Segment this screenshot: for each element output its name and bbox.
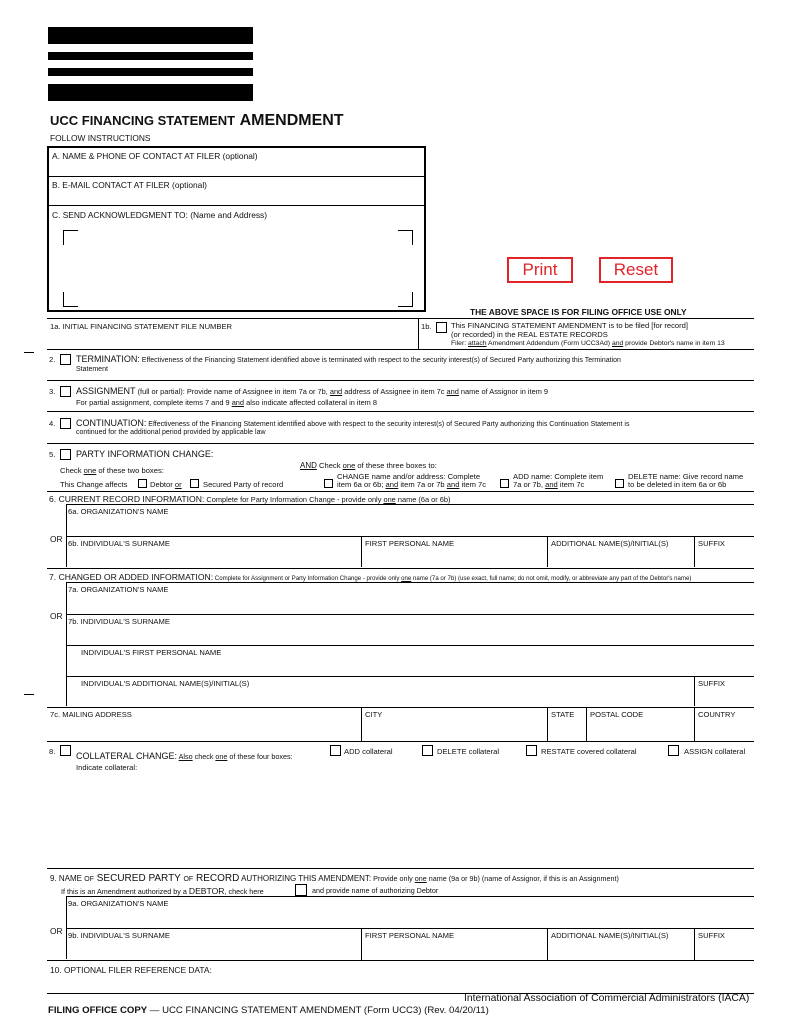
item-7c-mailing-field[interactable]: [50, 721, 358, 739]
secured-party-label: Secured Party of record: [203, 480, 284, 489]
item-9b-suffix-label: SUFFIX: [698, 931, 726, 940]
assignment-checkbox[interactable]: [60, 386, 71, 397]
item-1-divider: [418, 318, 419, 349]
item-9a-label: 9a. ORGANIZATION'S NAME: [68, 899, 169, 908]
item-9-line2a: If this is an Amendment authorized by a: [61, 887, 189, 896]
item-1b-line2: (or recorded) in the REAL ESTATE RECORDS: [451, 330, 608, 339]
change-name-line2: [337, 480, 486, 489]
item-9b-top: [66, 928, 754, 929]
item-6b-label: 6b. INDIVIDUAL'S SURNAME: [68, 539, 170, 548]
item-5-and-check: [300, 461, 437, 470]
item-6b-top: [66, 536, 754, 537]
row-4-bottom-line: [47, 443, 754, 444]
item-1b-provide: provide Debtor's name in item 13: [623, 340, 725, 347]
item-7c-city-field[interactable]: [364, 721, 544, 739]
item-7c-mailing-label: 7c. MAILING ADDRESS: [50, 710, 132, 719]
item-6-sub-a: Complete for Party Information Change - provide only: [204, 495, 384, 504]
item-1b-attach: attach: [468, 340, 487, 347]
item-9-t7b: name (9a or 9b) (name of Assignor, if this is an Assignment): [426, 874, 619, 883]
print-button[interactable]: Print: [507, 257, 573, 283]
assignment-and-1: and: [329, 387, 343, 396]
item-1b-and: and: [611, 340, 624, 347]
acknowledgment-address-field[interactable]: [62, 229, 414, 307]
item-6b-div-1: [361, 536, 362, 567]
item-9-t3: SECURED PARTY: [93, 873, 184, 884]
item-6a-field[interactable]: [68, 517, 748, 534]
item-9-line2b: DEBTOR: [188, 886, 225, 896]
debtor-authorized-checkbox[interactable]: [295, 884, 307, 896]
continuation-checkbox[interactable]: [60, 418, 71, 429]
item-7b-top: [66, 614, 754, 615]
item-6b-additional-label: ADDITIONAL NAME(S)/INITIAL(S): [551, 539, 669, 548]
item-9b-surname-field[interactable]: [68, 941, 358, 958]
item-2-text-2: Statement: [76, 366, 108, 373]
item-7b-first-top: [66, 645, 754, 646]
item-9-num: 9.: [50, 874, 57, 883]
item-6b-div-3: [694, 536, 695, 567]
item-7-header: [49, 572, 691, 582]
item-7c-div-1: [361, 707, 362, 741]
corner-mark-top-right: [398, 230, 413, 245]
add-collateral-label: ADD collateral: [344, 747, 393, 756]
footer-copy: FILING OFFICE COPY: [48, 1005, 148, 1016]
item-7a-label: 7a. ORGANIZATION'S NAME: [68, 585, 169, 594]
item-8-num: 8.: [49, 747, 56, 756]
add-2and: and: [545, 480, 558, 489]
item-9b-first-field[interactable]: [364, 941, 544, 958]
row-8-bottom-line: [47, 868, 754, 869]
add-collateral-checkbox[interactable]: [330, 745, 341, 756]
item-7c-country-field[interactable]: [697, 721, 752, 739]
item-7-sub-u: one: [401, 575, 412, 582]
row-3-bottom-line: [47, 411, 754, 412]
item-7-left-rule: [66, 582, 67, 706]
item-9b-div-3: [694, 928, 695, 960]
item-7b-suffix-div: [694, 676, 695, 706]
termination-checkbox[interactable]: [60, 354, 71, 365]
footer-form-line: [48, 1005, 489, 1016]
barcode-bar-4: [48, 84, 253, 101]
change-2and: and: [385, 480, 399, 489]
item-7c-state-field[interactable]: [550, 721, 583, 739]
item-9-or: OR: [50, 926, 63, 936]
collateral-also: Also: [178, 752, 193, 761]
item-6-sub-u: one: [383, 495, 396, 504]
item-9a-field[interactable]: [68, 909, 748, 926]
delete-collateral-checkbox[interactable]: [422, 745, 433, 756]
item-7c-country-label: COUNTRY: [698, 710, 736, 719]
item-4-text-2: continued for the additional period provided by applicable law: [76, 429, 266, 436]
barcode-bar-1: [48, 27, 253, 44]
row-6-bottom-line: [47, 568, 754, 569]
item-7c-state-label: STATE: [551, 710, 575, 719]
item-2-text: [76, 354, 752, 364]
debtor-text: Debtor: [150, 480, 173, 489]
item-6b-suffix-field[interactable]: [697, 549, 752, 565]
item-9-t4: OF: [183, 876, 194, 883]
item-9-t7u: one: [414, 874, 427, 883]
item-3-num: 3.: [49, 387, 56, 396]
assign-collateral-label: ASSIGN collateral: [684, 747, 746, 756]
collateral-sub-c: of these four boxes:: [227, 752, 293, 761]
assignment-desc-b: address of Assignee in item 7c: [342, 387, 447, 396]
item-2-num: 2.: [49, 355, 56, 364]
item-7b-label: 7b. INDIVIDUAL'S SURNAME: [68, 617, 170, 626]
item-9b-suffix-field[interactable]: [697, 941, 752, 958]
assignment-partial-b: also indicate affected collateral in item 8: [244, 398, 378, 407]
item-9-provide-label: and provide name of authorizing Debtor: [312, 886, 439, 895]
filer-divider-a: [49, 176, 424, 177]
item-4-text: [76, 418, 629, 428]
row-2-bottom-line: [47, 380, 754, 381]
item-7-sub-b: name (7a or 7b) (use exact, full name; do not omit, modify, or abbreviate any part of the Debtor's name): [411, 575, 692, 582]
margin-tick-2: [24, 694, 34, 695]
change-name-line1: CHANGE name and/or address: Complete: [337, 472, 481, 481]
item-7b-first-label: INDIVIDUAL'S FIRST PERSONAL NAME: [81, 648, 222, 657]
title-prefix: UCC FINANCING STATEMENT: [50, 113, 236, 128]
item-9-t5: RECORD: [193, 873, 240, 884]
item-1b-checkbox[interactable]: [436, 322, 447, 333]
collateral-sub-b: check: [192, 752, 216, 761]
corner-mark-bottom-right: [398, 292, 413, 307]
item-7c-city-label: CITY: [365, 710, 383, 719]
row-7-bottom-line: [47, 741, 754, 742]
assignment-desc-a: (full or partial): Provide name of Assignee in item 7a or 7b,: [135, 387, 330, 396]
item-7b-additional-field[interactable]: [68, 689, 690, 705]
item-9a-top: [66, 896, 754, 897]
margin-tick-1: [24, 352, 34, 353]
item-9-header: [50, 873, 619, 884]
item-7b-additional-top: [66, 676, 754, 677]
follow-instructions: FOLLOW INSTRUCTIONS: [50, 133, 151, 143]
item-6-sub-b: name (6a or 6b): [395, 495, 451, 504]
check-one-u: one: [83, 466, 97, 475]
item-6a-top: [66, 504, 754, 505]
assignment-title: ASSIGNMENT: [76, 386, 136, 396]
item-7-num: 7.: [49, 572, 57, 582]
item-1b-num: 1b.: [421, 322, 432, 331]
change-name-checkbox[interactable]: [324, 479, 333, 488]
filer-divider-b: [49, 205, 424, 206]
item-9-debtor-line: [61, 886, 264, 896]
item-1a-label: 1a. INITIAL FINANCING STATEMENT FILE NUMBER: [50, 322, 232, 331]
item-8-header: [76, 746, 293, 764]
assignment-partial-and: and: [231, 398, 245, 407]
item-7b-suffix-field[interactable]: [697, 689, 752, 705]
restate-collateral-checkbox[interactable]: [526, 745, 537, 756]
restate-collateral-label: RESTATE covered collateral: [541, 747, 637, 756]
item-3-text-2: [76, 398, 377, 407]
add-name-checkbox[interactable]: [500, 479, 509, 488]
corner-mark-bottom-left: [63, 292, 78, 307]
and-check-u: one: [342, 461, 356, 470]
party-info-change-title: PARTY INFORMATION CHANGE:: [76, 449, 214, 459]
indicate-collateral-label: Indicate collateral:: [76, 763, 138, 772]
item-9-line2c: , check here: [224, 887, 264, 896]
item-6b-surname-field[interactable]: [68, 549, 358, 565]
item-6b-div-2: [547, 536, 548, 567]
collateral-one: one: [215, 752, 228, 761]
add-name-line1: ADD name: Complete item: [513, 472, 604, 481]
assignment-desc-c: name of Assignor in item 9: [458, 387, 549, 396]
assign-collateral-checkbox[interactable]: [668, 745, 679, 756]
collateral-text-area[interactable]: [76, 774, 752, 866]
item-7b-first-field[interactable]: [68, 658, 748, 675]
item-10-label: 10. OPTIONAL FILER REFERENCE DATA:: [50, 965, 212, 975]
item-9-t7a: Provide only: [371, 874, 415, 883]
change-2b: item 7a or 7b: [398, 480, 447, 489]
item-6b-additional-field[interactable]: [550, 549, 691, 565]
add-2a: 7a or 7b,: [513, 480, 546, 489]
footer-iaca: International Association of Commercial Administrators (IACA): [464, 993, 750, 1004]
item-7a-field[interactable]: [68, 595, 748, 612]
item-10-field[interactable]: [50, 976, 750, 991]
item-9b-div-2: [547, 928, 548, 960]
item-6b-suffix-label: SUFFIX: [698, 539, 726, 548]
item-6-num: 6.: [49, 494, 57, 504]
acknowledgment-label: C. SEND ACKNOWLEDGMENT TO: (Name and Address): [52, 210, 268, 220]
delete-name-line1: DELETE name: Give record name: [628, 472, 744, 481]
item-7a-top: [66, 582, 754, 583]
termination-desc: Effectiveness of the Financing Statement identified above is terminated with respect to the security interest(s) of Secured Party authorizing this Termination: [139, 357, 621, 364]
item-9b-additional-field[interactable]: [550, 941, 691, 958]
add-name-line2: [513, 480, 584, 489]
item-6b-first-field[interactable]: [364, 549, 544, 565]
and-check-and: AND: [300, 461, 317, 470]
item-6b-first-label: FIRST PERSONAL NAME: [365, 539, 455, 548]
item-7c-postal-label: POSTAL CODE: [590, 710, 644, 719]
row-5-bottom-line: [47, 491, 754, 492]
corner-mark-top-left: [63, 230, 78, 245]
item-9b-div-1: [361, 928, 362, 960]
change-affects-label: This Change affects: [60, 480, 128, 489]
debtor-checkbox[interactable]: [138, 479, 147, 488]
reset-button[interactable]: Reset: [599, 257, 673, 283]
item-3-text: [76, 386, 548, 396]
add-2b: item 7c: [557, 480, 585, 489]
item-6-title: CURRENT RECORD INFORMATION:: [58, 494, 205, 504]
change-2and2: and: [446, 480, 460, 489]
party-info-change-checkbox[interactable]: [60, 449, 71, 460]
collateral-change-title: COLLATERAL CHANGE:: [76, 751, 178, 761]
item-6-header: [49, 494, 450, 504]
item-7c-postal-field[interactable]: [589, 721, 691, 739]
item-6a-label: 6a. ORGANIZATION'S NAME: [68, 507, 169, 516]
item-9b-first-label: FIRST PERSONAL NAME: [365, 931, 455, 940]
row-1-top-line: [47, 318, 754, 319]
item-7c-div-3: [586, 707, 587, 741]
footer-form-name: — UCC FINANCING STATEMENT AMENDMENT (Form UCC3) (Rev. 04/20/11): [147, 1005, 489, 1016]
delete-name-line2: to be deleted in item 6a or 6b: [628, 480, 727, 489]
item-7b-surname-field[interactable]: [68, 627, 748, 644]
title-amendment: AMENDMENT: [239, 112, 344, 129]
item-7b-suffix-label: SUFFIX: [698, 679, 726, 688]
item-9-t2: OF: [84, 876, 94, 883]
check-one-a: Check: [60, 466, 84, 475]
row-9-bottom-line: [47, 960, 754, 961]
delete-collateral-label: DELETE collateral: [437, 747, 500, 756]
item-7-or: OR: [50, 611, 63, 621]
item-6-or: OR: [50, 534, 63, 544]
item-9-t6: AUTHORIZING THIS AMENDMENT:: [239, 874, 372, 883]
secured-party-checkbox[interactable]: [190, 479, 199, 488]
and-check-b: of these three boxes to:: [355, 461, 437, 470]
barcode-bar-3: [48, 68, 253, 76]
item-5-check-one: [60, 466, 164, 475]
continuation-desc: Effectiveness of the Financing Statement identified above with respect to the security interest(s) of Secured Party authorizing this Continuation Statement is: [146, 421, 630, 428]
continuation-title: CONTINUATION:: [76, 418, 147, 428]
barcode-bar-2: [48, 52, 253, 60]
item-9b-label: 9b. INDIVIDUAL'S SURNAME: [68, 931, 170, 940]
delete-name-checkbox[interactable]: [615, 479, 624, 488]
item-1a-field[interactable]: [50, 332, 415, 347]
item-9b-additional-label: ADDITIONAL NAME(S)/INITIAL(S): [551, 931, 669, 940]
item-7b-additional-label: INDIVIDUAL'S ADDITIONAL NAME(S)/INITIAL(S): [81, 679, 250, 688]
assignment-and-2: and: [446, 387, 459, 396]
filing-office-note: THE ABOVE SPACE IS FOR FILING OFFICE USE ONLY: [470, 307, 687, 317]
debtor-label: [150, 480, 182, 489]
item-1b-filer: Filer:: [451, 340, 468, 347]
change-2c: item 7c: [459, 480, 487, 489]
item-5-num: 5.: [49, 450, 56, 459]
item-1b-line1: This FINANCING STATEMENT AMENDMENT is to be filed [for record]: [451, 321, 688, 330]
collateral-change-checkbox[interactable]: [60, 745, 71, 756]
item-7-sub-a: Complete for Assignment or Party Information Change - provide only: [213, 575, 402, 582]
item-1b-addendum: Amendment Addendum (Form UCC3Ad): [486, 340, 612, 347]
item-7-title: CHANGED OR ADDED INFORMATION:: [58, 572, 214, 582]
row-1-bottom-line: [47, 349, 754, 350]
item-9-t1: NAME: [58, 874, 85, 883]
debtor-or: or: [174, 480, 182, 489]
check-one-b: of these two boxes:: [96, 466, 164, 475]
item-7c-div-2: [547, 707, 548, 741]
change-2a: item 6a or 6b;: [337, 480, 386, 489]
item-7c-div-4: [694, 707, 695, 741]
and-check-a: Check: [316, 461, 343, 470]
assignment-partial-a: For partial assignment, complete items 7 and 9: [76, 398, 232, 407]
page-title: [50, 112, 344, 130]
filer-contact-label: A. NAME & PHONE OF CONTACT AT FILER (optional): [52, 151, 258, 161]
item-4-num: 4.: [49, 419, 56, 428]
termination-title: TERMINATION:: [76, 354, 140, 364]
item-1b-line3: [451, 340, 725, 347]
item-7c-top: [47, 707, 754, 708]
filer-email-label: B. E-MAIL CONTACT AT FILER (optional): [52, 180, 207, 190]
